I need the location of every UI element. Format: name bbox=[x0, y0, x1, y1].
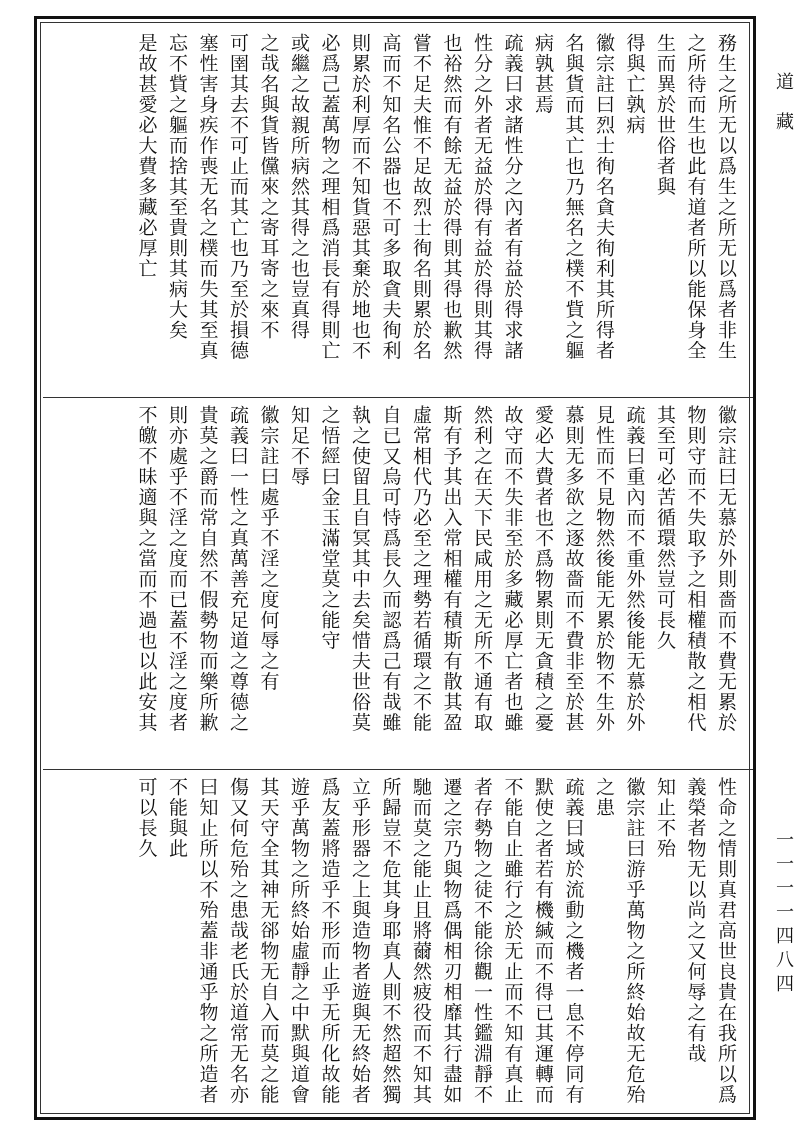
text-column: 則亦處乎不淫之度而已蓋不淫之度者 bbox=[166, 405, 188, 733]
text-column: 是故甚愛必大費多藏必厚亡 bbox=[135, 33, 158, 279]
text-column: 立乎形器之上與造物者遊與无終始者 bbox=[349, 777, 371, 1105]
text-column: 疏義曰域於流動之機者一息不停同有 bbox=[562, 777, 585, 1105]
text-column: 徽宗註曰无慕於外則嗇而不費无累於 bbox=[715, 405, 737, 733]
text-column: 曰知止所以不殆蓋非通乎物之所造者 bbox=[196, 777, 219, 1105]
text-column: 病孰甚焉 bbox=[532, 33, 554, 115]
text-column: 不皦不昧適與之當而不過也以此安其 bbox=[135, 405, 158, 733]
text-column: 塞性害身疾作喪无名之樸而失其至真 bbox=[196, 33, 219, 361]
text-column: 徽宗註曰游乎萬物之所終始故无危殆 bbox=[623, 777, 646, 1105]
page-frame bbox=[34, 16, 756, 1120]
text-column: 得與亡孰病 bbox=[623, 33, 646, 136]
text-column: 故守而不失非至於多藏必厚亡者也雖 bbox=[501, 405, 524, 733]
text-column: 忘不貲之軀而捨其至貴則其病大矣 bbox=[166, 33, 188, 341]
text-column: 慕則无多欲之逐故嗇而不費非至於甚 bbox=[562, 405, 585, 733]
text-column: 傷又何危殆之患哉老氏於道常无名亦 bbox=[227, 777, 249, 1105]
text-column: 必爲己蓋萬物之理相爲消長有得則亡 bbox=[318, 33, 341, 361]
text-column: 疏義曰求諸性分之內者有益於得求諸 bbox=[501, 33, 524, 361]
text-column: 之悟經曰金玉滿堂莫之能守 bbox=[318, 405, 341, 651]
text-column: 可圉其去不可止而其亡也乃至於損德 bbox=[227, 33, 249, 361]
text-column: 之哉名與貨皆儻來之寄耳寄之來不 bbox=[257, 33, 280, 341]
text-column: 知足不辱 bbox=[288, 405, 310, 487]
text-column: 者存勢物之徒不能徐觀一性鑑淵靜不 bbox=[471, 777, 493, 1105]
text-column: 斯有予其出入常相權有積斯有散其盈 bbox=[440, 405, 463, 733]
text-band-bottom bbox=[43, 777, 747, 1119]
page-number: 一一一一四八四 bbox=[773, 830, 794, 998]
text-column: 也裕然而有餘无益於得則其得也歉然 bbox=[440, 33, 463, 361]
text-column: 疏義曰一性之真萬善充足道之尊德之 bbox=[227, 405, 249, 733]
text-column: 嘗不足夫惟不足故烈士徇名則累於名 bbox=[410, 33, 432, 361]
text-column: 高而不知名公器也不可多取貪夫徇利 bbox=[379, 33, 402, 361]
text-band-top bbox=[43, 33, 747, 391]
text-column: 執之使留且自冥其中去矣惜夫世俗莫 bbox=[349, 405, 371, 733]
text-column: 物則守而不失取予之相權積散之相代 bbox=[684, 405, 707, 733]
text-column: 自已又烏可恃爲長久而認爲己有哉雖 bbox=[379, 405, 402, 733]
text-column: 爲友蓋將造乎不形而止乎无所化故能 bbox=[318, 777, 341, 1105]
text-column: 疏義曰重內而不重外然後能无慕於外 bbox=[623, 405, 646, 733]
text-column: 不能與此 bbox=[166, 777, 188, 859]
text-column: 徽宗註曰處乎不淫之度何辱之有 bbox=[257, 405, 280, 692]
text-column: 然利之在天下民咸用之无所不通有取 bbox=[471, 405, 493, 733]
text-column: 不能自止雖行之於无止而不知有真止 bbox=[501, 777, 524, 1105]
text-column: 生而異於世俗者與 bbox=[654, 33, 676, 197]
text-column: 遊乎萬物之所終始虛靜之中默與道會 bbox=[288, 777, 310, 1105]
text-column: 義榮者物无以尚之又何辱之有哉 bbox=[684, 777, 707, 1064]
text-column: 性分之外者无益於得有益於得則其得 bbox=[471, 33, 493, 361]
text-column: 貴莫之爵而常自然不假勢物而樂所歉 bbox=[196, 405, 219, 733]
band-divider bbox=[43, 397, 753, 398]
text-column: 馳而莫之能止且將薾然疲役而不知其 bbox=[410, 777, 432, 1105]
text-column: 或繼之故親所病然其得之也豈真得 bbox=[288, 33, 310, 341]
text-column: 之患 bbox=[593, 777, 615, 818]
text-column: 之所待而生也此有道者所以能保身全 bbox=[684, 33, 707, 361]
text-column: 可以長久 bbox=[135, 777, 158, 859]
text-column: 性命之情則真君高世良貴在我所以爲 bbox=[715, 777, 737, 1105]
text-column: 默使之者若有機緘而不得已其運轉而 bbox=[532, 777, 554, 1105]
text-column: 其至可必苦循環然豈可長久 bbox=[654, 405, 676, 651]
text-column: 所歸豈不危其身耶真人則不然超然獨 bbox=[379, 777, 402, 1105]
text-column: 見性而不見物然後能无累於物不生外 bbox=[593, 405, 615, 733]
text-column: 其天守全其神无郤物无自入而莫之能 bbox=[257, 777, 280, 1105]
text-column: 徽宗註曰烈士徇名貪夫徇利其所得者 bbox=[593, 33, 615, 361]
text-column: 虛常相代乃必至之理勢若循環之不能 bbox=[410, 405, 432, 733]
text-band-middle bbox=[43, 405, 747, 763]
band-divider bbox=[43, 769, 753, 770]
text-column: 愛必大費者也不爲物累則无貪積之憂 bbox=[532, 405, 554, 733]
text-column: 則累於利厚而不知貨惡其棄於地也不 bbox=[349, 33, 371, 361]
text-column: 知止不殆 bbox=[654, 777, 676, 859]
text-column: 遷之宗乃與物爲偶相刃相靡其行盡如 bbox=[440, 777, 463, 1105]
text-column: 名與貨而其亡也乃無名之樸不貲之軀 bbox=[562, 33, 585, 361]
book-title: 道藏 bbox=[773, 72, 794, 152]
text-column: 務生之所无以爲生之所无以爲者非生 bbox=[715, 33, 737, 361]
